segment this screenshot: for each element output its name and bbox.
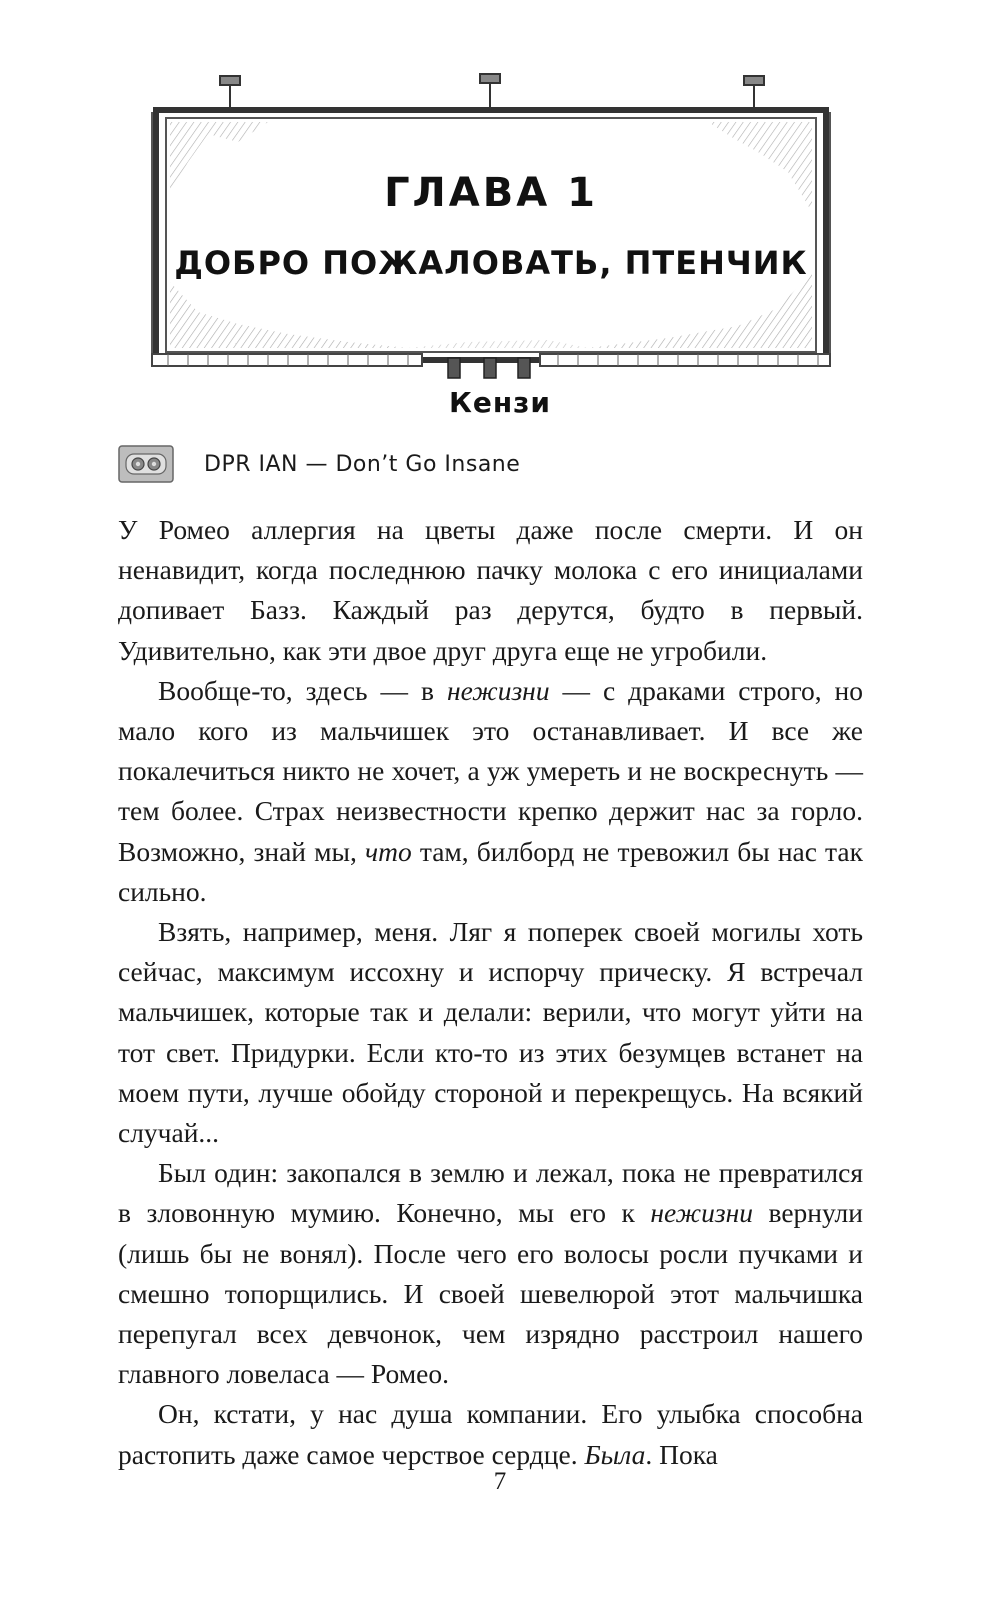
chapter-number: ГЛАВА 1 — [384, 170, 598, 216]
paragraph — [118, 510, 863, 671]
paragraph — [118, 912, 863, 1153]
chapter-title: ДОБРО ПОЖАЛОВАТЬ, ПТЕНЧИК — [174, 244, 808, 282]
paragraph-text: Взять, например, меня. Ляг я поперек своей могилы хоть сейчас, максимум иссохну и испорчу прическу. Я встречал мальчишек, которые так и делали: верили, что могут уйти на тот свет. Придурки. Если кто-то из этих безумцев встанет на моем пути, лучше обойду стороной и перекрещусь. На всякий случай... — [118, 916, 863, 1149]
paragraph — [118, 1153, 863, 1394]
billboard-illustration — [148, 72, 834, 382]
paragraph — [118, 671, 863, 912]
paragraph-text: . Пока — [645, 1438, 718, 1470]
italic-term: нежизни — [446, 674, 550, 706]
paragraph-text: — с драками строго, но мало кого из мальчишек это останавливает. И все же покалечиться никто не хочет, а уж умереть и не воскреснуть — тем более. Страх неизвестности крепко держит нас за горло. Возможно, знай мы, — [118, 674, 864, 867]
paragraph-text: Вообще-то, здесь — в — [158, 674, 447, 706]
paragraph-text: вернули (лишь бы не вонял). После чего его волосы росли пучками и смешно топорщились. И своей шевелюрой этот мальчишка перепугал всех девчонок, чем изрядно расстроил нашего главного ловеласа — Ромео. — [118, 1197, 863, 1390]
paragraph — [118, 1394, 863, 1474]
cassette-tape-icon — [118, 444, 174, 484]
paragraph-text: там, билборд не тревожил бы нас так сильно. — [118, 835, 863, 907]
chapter-billboard — [148, 72, 834, 382]
song-line — [118, 444, 520, 484]
paragraph-text: Он, кстати, у нас душа компании. Его улыбка способна растопить даже самое черствое сердце. — [118, 1398, 863, 1470]
song-title: DPR IAN — Don’t Go Insane — [204, 451, 521, 477]
italic-term: Была — [584, 1438, 646, 1470]
paragraph-text: Был один: закопался в землю и лежал, пока не превратился в зловонную мумию. Конечно, мы его к — [118, 1157, 863, 1229]
italic-term: нежизни — [650, 1197, 753, 1229]
billboard-lamp-icon — [220, 74, 764, 110]
page-number: 7 — [493, 1468, 507, 1495]
italic-term: что — [364, 835, 412, 867]
narrator-name: Кензи — [448, 386, 552, 419]
paragraph-text: У Ромео аллергия на цветы даже после смерти. И он ненавидит, когда последнюю пачку молока с его инициалами допивает Базз. Каждый раз дерутся, будто в первый. Удивительно, как эти двое друг друга еще не угробили. — [118, 514, 863, 666]
chapter-body — [118, 510, 863, 1475]
